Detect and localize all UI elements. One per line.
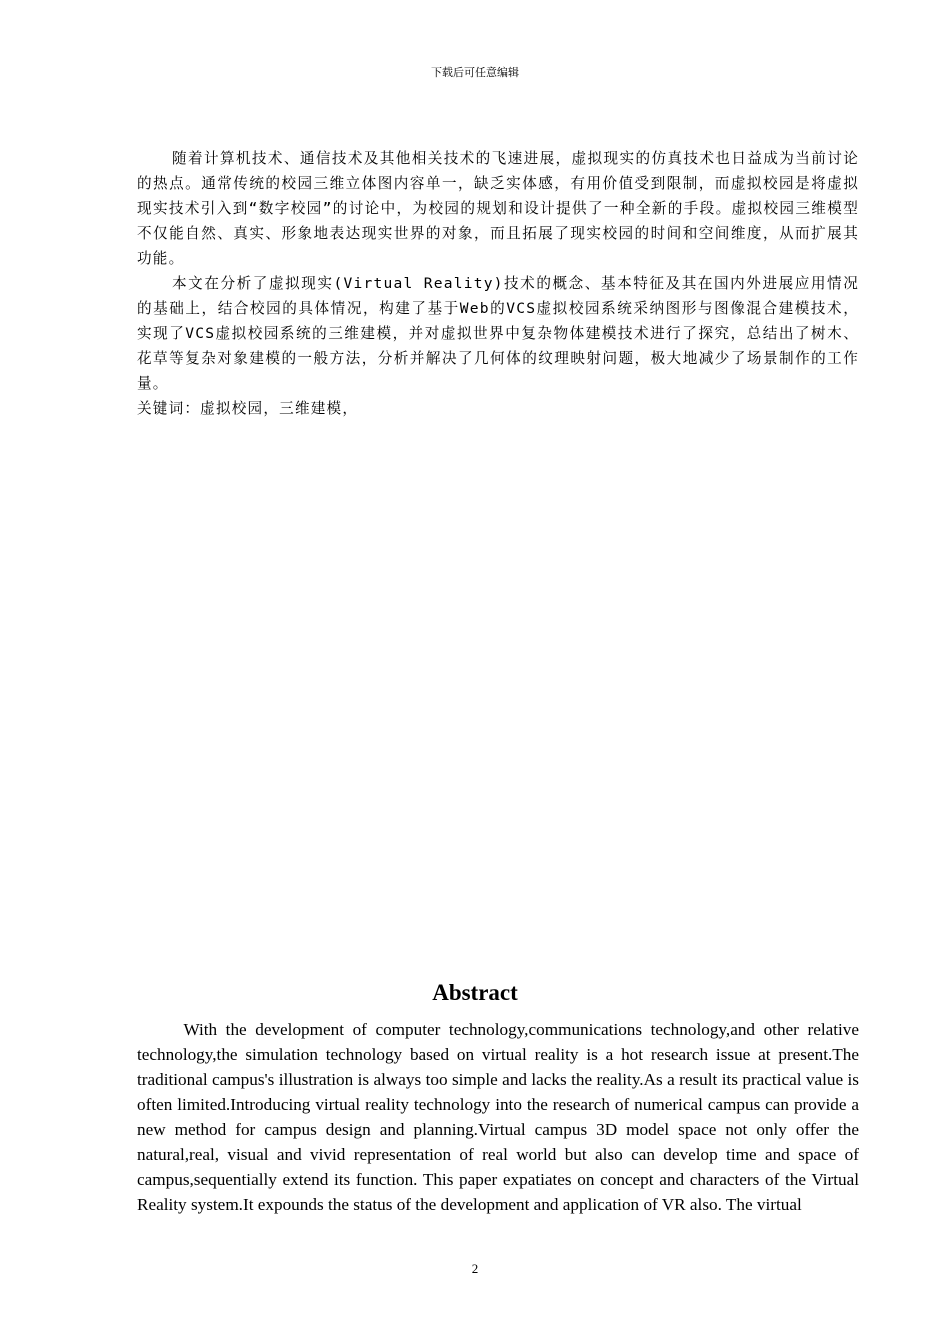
abstract-body: With the development of computer technology,communications technology,and other relative technology,the simulation technology based on virtual reality is a hot research issue at present.The traditional campus's illustration is always too simple and lacks the reality.As a result its practical value is often limited.Introducing virtual reality technology into the research of numerical campus can provide a new method for campus design and planning.Virtual campus 3D model space not only offer the natural,real, visual and vivid representation of real world but also can develop time and space of campus,sequentially extend its function. This paper expatiates on concept and characters of the Virtual Reality system.It expounds the status of the development and application of VR also. The virtual <box>137 1020 859 1214</box>
chinese-paragraph-2: 本文在分析了虚拟现实(Virtual Reality)技术的概念、基本特征及其在国内外进展应用情况的基础上，结合校园的具体情况，构建了基于Web的VCS虚拟校园系统采纳图形与图像混合建模技术，实现了VCS虚拟校园系统的三维建模，并对虚拟世界中复杂物体建模技术进行了探究，总结出了树木、花草等复杂对象建模的一般方法，分析并解决了几何体的纹理映射问题，极大地减少了场景制作的工作量。 <box>137 275 859 392</box>
chinese-abstract <box>137 146 859 421</box>
keywords-line: 关键词：虚拟校园，三维建模， <box>137 400 359 417</box>
abstract-title: Abstract <box>432 980 518 1005</box>
page-header: 下载后可任意编辑 <box>431 66 519 79</box>
page-number: 2 <box>471 1261 479 1276</box>
chinese-paragraph-1: 随着计算机技术、通信技术及其他相关技术的飞速进展，虚拟现实的仿真技术也日益成为当前讨论的热点。通常传统的校园三维立体图内容单一，缺乏实体感，有用价值受到限制，而虚拟校园是将虚拟现实技术引入到“数字校园”的讨论中，为校园的规划和设计提供了一种全新的手段。虚拟校园三维模型不仅能自然、真实、形象地表达现实世界的对象，而且拓展了现实校园的时间和空间维度，从而扩展其功能。 <box>137 150 859 267</box>
